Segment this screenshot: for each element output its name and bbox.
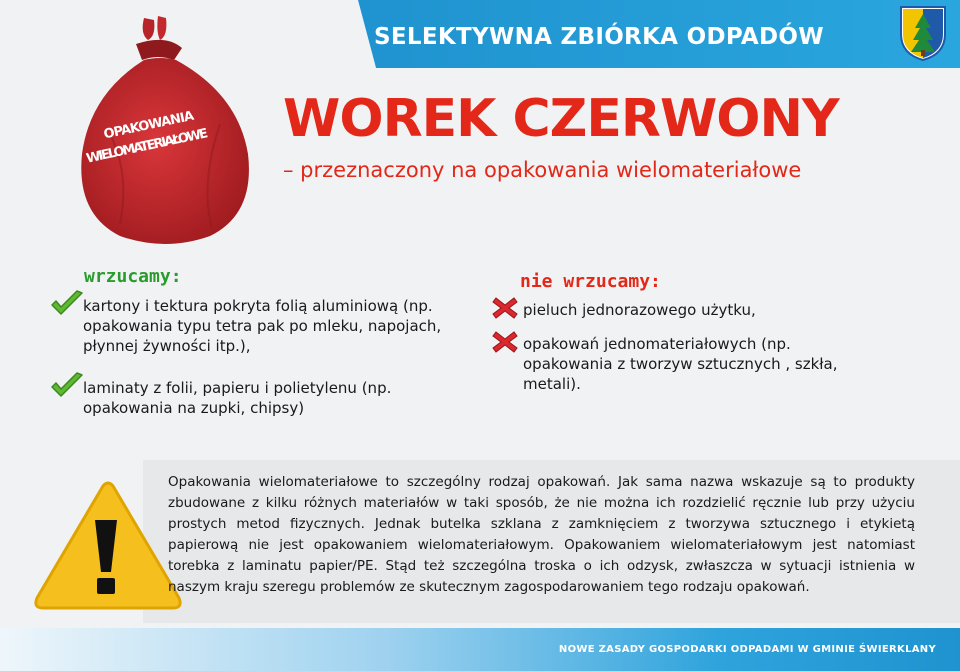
checkmark-icon (50, 372, 84, 400)
page-subtitle: – przeznaczony na opakowania wielomateriałowe (283, 158, 802, 182)
cross-icon (492, 330, 518, 354)
accepted-item: kartony i tektura pokryta folią aluminiową (np. opakowania typu tetra pak po mleku, napojach, płynnej żywności itp.), (83, 297, 442, 355)
rejected-item: pieluch jednorazowego użytku, (523, 301, 756, 319)
warning-sign-icon (33, 480, 183, 615)
checkmark-icon (50, 290, 84, 318)
svg-text:OPAKOWANIA: OPAKOWANIA (102, 108, 196, 143)
accepted-item: laminaty z folii, papieru i polietylenu (np. opakowania na zupki, chipsy) (83, 379, 392, 417)
banner-title: SELEKTYWNA ZBIÓRKA ODPADÓW (374, 24, 824, 50)
info-paragraph: Opakowania wielomateriałowe to szczególny rodzaj opakowań. Jak sama nazwa wskazuje są to produkty zbudowane z kilku różnych materiałów w taki sposób, że nie można ich rozdzielić ręcznie lub przy użyciu prostych metod fizycznych. Jednak butelka szklana z zamknięciem z tworzywa sztucznego i etykietą papierową nie jest opakowaniem wielomateriałowym. Opakowaniem wielomateriałowym jest natomiast torebka z laminatu papier/PE. Stąd też szczególna troska o ich odzysk, zwłaszcza w sytuacji istnienia w naszym kraju szeregu problemów ze skutecznym zagospodarowaniem tego rodzaju opakowań. (168, 474, 915, 595)
page-title: WOREK CZERWONY (283, 89, 839, 149)
cross-icon (492, 296, 518, 320)
svg-text:WIELOMATERIAŁOWE: WIELOMATERIAŁOWE (84, 126, 210, 167)
municipality-crest-icon (898, 4, 948, 62)
footer-text: NOWE ZASADY GOSPODARKI ODPADAMI W GMINIE ŚWIERKLANY (558, 644, 936, 655)
accepted-heading: wrzucamy: (84, 266, 182, 287)
rejected-item: opakowań jednomateriałowych (np. opakowania z tworzyw sztucznych , szkła, metali). (523, 335, 838, 393)
red-sack-illustration (70, 14, 260, 246)
rejected-heading: nie wrzucamy: (520, 271, 661, 292)
